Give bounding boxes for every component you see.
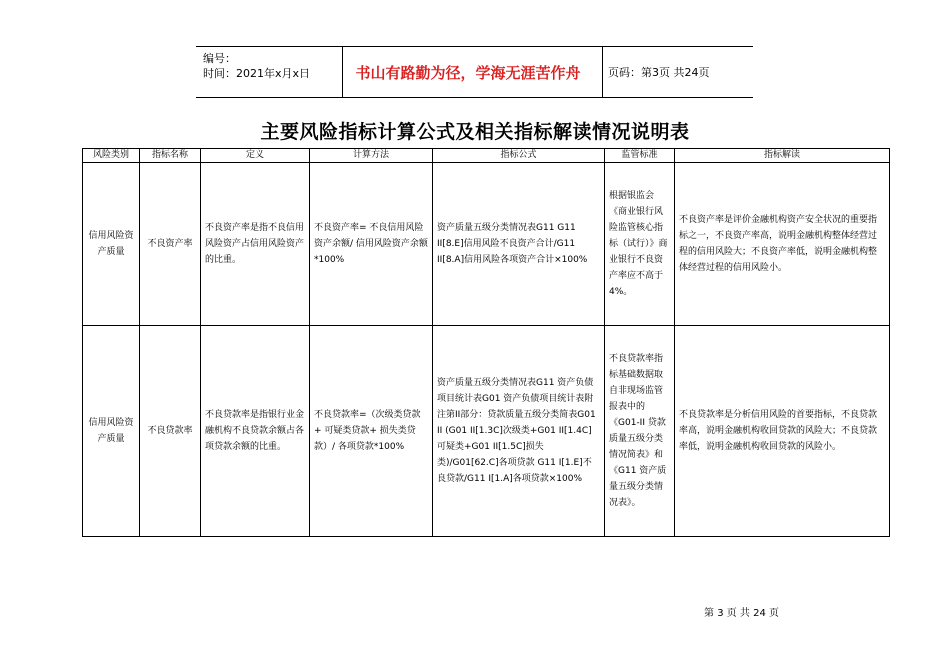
method-cell: 不良资产率= 不良信用风险资产余额/ 信用风险资产余额*100%	[310, 163, 433, 326]
definition-cell: 不良贷款率是指银行业金融机构不良贷款余额占各项贷款余额的比重。	[201, 326, 310, 537]
indicator-name-cell: 不良贷款率	[140, 326, 201, 537]
standard-cell: 根据银监会《商业银行风险监管核心指标（试行）》商业银行不良资产率应不高于4%。	[605, 163, 675, 326]
table-header-row	[83, 149, 890, 163]
indicator-table	[82, 148, 890, 537]
indicator-name-cell: 不良资产率	[140, 163, 201, 326]
column-header: 监管标准	[605, 149, 675, 163]
risk-category-cell: 信用风险资产质量	[83, 326, 140, 537]
table-row	[83, 326, 890, 537]
header-divider	[602, 47, 603, 97]
header-motto: 书山有路勤为径，学海无涯苦作舟	[355, 63, 581, 82]
table-row	[83, 163, 890, 326]
time-label: 时间：2021年x月x日	[203, 67, 311, 80]
risk-category-cell: 信用风险资产质量	[83, 163, 140, 326]
column-header: 风险类别	[83, 149, 140, 163]
page-header	[196, 46, 753, 98]
formula-cell: 资产质量五级分类情况表G11 G11 II[8.E]信用风险不良资产合计/G11 II[8.A]信用风险各项资产合计×100%	[433, 163, 605, 326]
page-number-label: 页码：第3页 共24页	[608, 66, 710, 79]
column-header: 计算方法	[310, 149, 433, 163]
page-footer: 第 3 页 共 24 页	[704, 608, 779, 619]
method-cell: 不良贷款率=（次级类贷款+ 可疑类贷款+ 损失类贷款）/ 各项贷款*100%	[310, 326, 433, 537]
column-header: 指标名称	[140, 149, 201, 163]
number-label: 编号：	[203, 52, 236, 65]
document-title: 主要风险指标计算公式及相关指标解读情况说明表	[260, 121, 690, 143]
column-header: 指标解读	[675, 149, 890, 163]
interpretation-cell: 不良资产率是评价金融机构资产安全状况的重要指标之一，不良资产率高，说明金融机构整体经营过程的信用风险大；不良资产率低，说明金融机构整体经营过程的信用风险小。	[675, 163, 890, 326]
interpretation-cell: 不良贷款率是分析信用风险的首要指标，不良贷款率高，说明金融机构收回贷款的风险大；不良贷款率低，说明金融机构收回贷款的风险小。	[675, 326, 890, 537]
standard-cell: 不良贷款率指标基础数据取自非现场监管报表中的《G01-II 贷款质量五级分类情况简表》和《G11 资产质量五级分类情况表》。	[605, 326, 675, 537]
column-header: 指标公式	[433, 149, 605, 163]
header-meta	[203, 51, 310, 81]
column-header: 定义	[201, 149, 310, 163]
formula-cell: 资产质量五级分类情况表G11 资产负债项目统计表G01 资产负债项目统计表附注第II部分：贷款质量五级分类简表G01 II (G01 II[1.3C]次级类+G01 II[1.4C]可疑类+G01 II[1.5C]损失类)/G01[62.C]各项贷款 G11 I[1.E]不良贷款/G11 I[1.A]各项贷款×100%	[433, 326, 605, 537]
definition-cell: 不良资产率是指不良信用风险资产占信用风险资产的比重。	[201, 163, 310, 326]
